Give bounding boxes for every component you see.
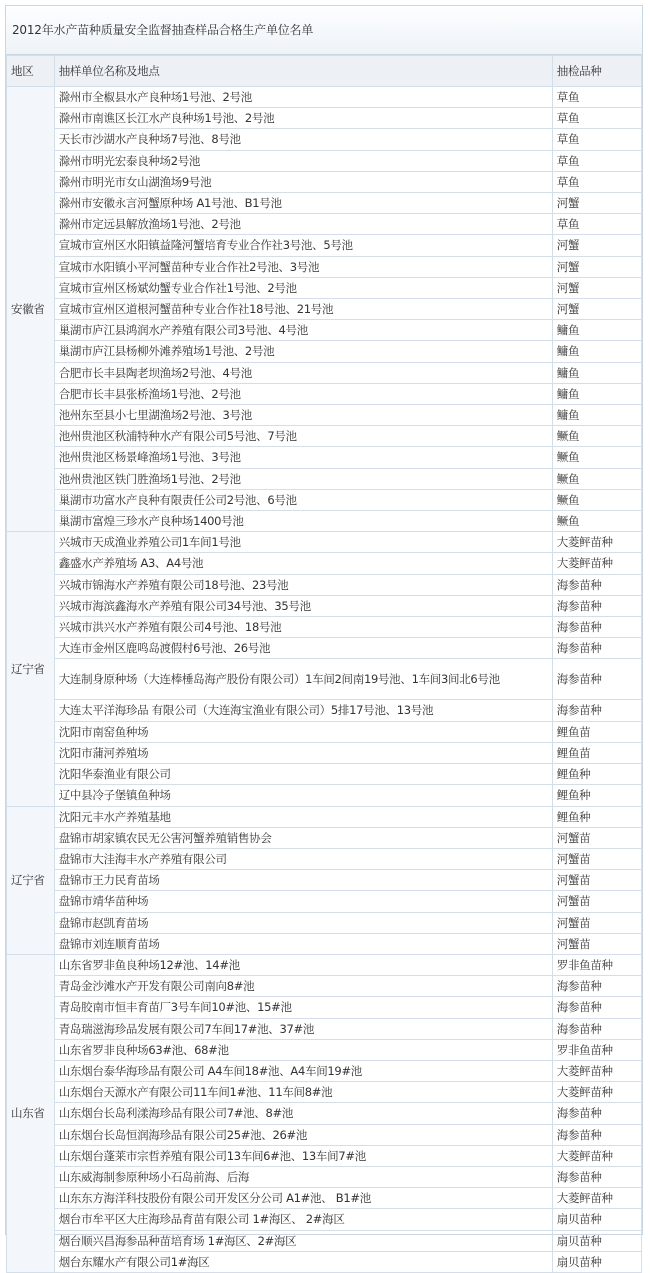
item-cell: 鳙鱼 bbox=[552, 405, 641, 426]
unit-cell: 巢湖市功富水产良种有限责任公司2号池、6号池 bbox=[54, 489, 552, 510]
table-row bbox=[7, 447, 642, 468]
table-row bbox=[7, 214, 642, 235]
item-cell: 鳜鱼 bbox=[552, 426, 641, 447]
unit-cell: 滁州市定远县解放渔场1号池、2号池 bbox=[54, 214, 552, 235]
item-cell: 鲤鱼种 bbox=[552, 764, 641, 785]
table-row bbox=[7, 764, 642, 785]
item-cell: 海参苗种 bbox=[552, 976, 641, 997]
table-row bbox=[7, 1018, 642, 1039]
unit-cell: 滁州市明光市女山湖渔场9号池 bbox=[54, 171, 552, 192]
unit-cell: 鑫盛水产养殖场 A3、A4号池 bbox=[54, 553, 552, 574]
item-cell: 海参苗种 bbox=[552, 1018, 641, 1039]
unit-cell: 天长市沙湖水产良种场7号池、8号池 bbox=[54, 129, 552, 150]
table-row bbox=[7, 193, 642, 214]
item-cell: 大菱鲆苗种 bbox=[552, 1060, 641, 1081]
table-row bbox=[7, 721, 642, 742]
header-item: 抽检品种 bbox=[552, 56, 641, 87]
unit-cell: 盘锦市赵凯育苗场 bbox=[54, 912, 552, 933]
item-cell: 鳜鱼 bbox=[552, 468, 641, 489]
unit-cell: 滁州市南谯区长江水产良种场1号池、2号池 bbox=[54, 108, 552, 129]
item-cell: 海参苗种 bbox=[552, 997, 641, 1018]
unit-cell: 山东烟台蓬莱市宗哲养殖有限公司13车间6#池、13车间7#池 bbox=[54, 1145, 552, 1166]
unit-cell: 山东烟台天源水产有限公司11车间1#池、11车间8#池 bbox=[54, 1082, 552, 1103]
table-row bbox=[7, 1166, 642, 1187]
item-cell: 鳜鱼 bbox=[552, 447, 641, 468]
unit-cell: 宣城市宣州区水阳镇益隆河蟹培育专业合作社3号池、5号池 bbox=[54, 235, 552, 256]
table-row bbox=[7, 700, 642, 721]
unit-cell: 池州贵池区杨景峰渔场1号池、3号池 bbox=[54, 447, 552, 468]
unit-cell: 合肥市长丰县陶老坝渔场2号池、4号池 bbox=[54, 362, 552, 383]
table-row bbox=[7, 150, 642, 171]
unit-cell: 烟台市牟平区大庄海珍品育苗有限公司 1#海区、 2#海区 bbox=[54, 1209, 552, 1230]
table-row bbox=[7, 341, 642, 362]
item-cell: 河蟹 bbox=[552, 235, 641, 256]
table-header-row bbox=[7, 56, 642, 87]
unit-cell: 巢湖市庐江县鸿润水产养殖有限公司3号池、4号池 bbox=[54, 320, 552, 341]
table-row bbox=[7, 511, 642, 532]
table-row bbox=[7, 638, 642, 659]
table-row bbox=[7, 742, 642, 763]
item-cell: 鳙鱼 bbox=[552, 341, 641, 362]
unit-cell: 盘锦市靖华苗种场 bbox=[54, 891, 552, 912]
item-cell: 河蟹苗 bbox=[552, 827, 641, 848]
table-row bbox=[7, 362, 642, 383]
table-body bbox=[7, 87, 642, 1273]
item-cell: 扇贝苗种 bbox=[552, 1251, 641, 1272]
item-cell: 河蟹 bbox=[552, 256, 641, 277]
unit-cell: 池州贵池区铁门胜渔场1号池、2号池 bbox=[54, 468, 552, 489]
item-cell: 海参苗种 bbox=[552, 638, 641, 659]
item-cell: 海参苗种 bbox=[552, 617, 641, 638]
unit-cell: 山东烟台泰华海珍品有限公司 A4车间18#池、A4车间19#池 bbox=[54, 1060, 552, 1081]
table-row bbox=[7, 383, 642, 404]
table-row bbox=[7, 976, 642, 997]
unit-cell: 山东东方海洋科技股份有限公司开发区分公司 A1#池、 B1#池 bbox=[54, 1188, 552, 1209]
table-row bbox=[7, 806, 642, 827]
unit-cell: 巢湖市富煌三珍水产良种场1400号池 bbox=[54, 511, 552, 532]
item-cell: 海参苗种 bbox=[552, 659, 641, 700]
table-row bbox=[7, 1124, 642, 1145]
item-cell: 罗非鱼苗种 bbox=[552, 1039, 641, 1060]
unit-cell: 沈阳市蒲河养殖场 bbox=[54, 742, 552, 763]
unit-cell: 烟台东耀水产有限公司1#海区 bbox=[54, 1251, 552, 1272]
region-cell: 山东省 bbox=[7, 954, 55, 1272]
unit-cell: 盘锦市刘连顺育苗场 bbox=[54, 933, 552, 954]
unit-cell: 巢湖市庐江县杨柳外滩养殖场1号池、2号池 bbox=[54, 341, 552, 362]
item-cell: 大菱鲆苗种 bbox=[552, 1188, 641, 1209]
unit-cell: 兴城市天成渔业养殖公司1车间1号池 bbox=[54, 532, 552, 553]
unit-cell: 兴城市洪兴水产养殖有限公司4号池、18号池 bbox=[54, 617, 552, 638]
item-cell: 河蟹苗 bbox=[552, 891, 641, 912]
table-row bbox=[7, 574, 642, 595]
unit-cell: 青岛瑞滋海珍品发展有限公司7车间17#池、37#池 bbox=[54, 1018, 552, 1039]
table-row bbox=[7, 426, 642, 447]
table-row bbox=[7, 553, 642, 574]
item-cell: 大菱鲆苗种 bbox=[552, 1082, 641, 1103]
unit-cell: 盘锦市王力民育苗场 bbox=[54, 870, 552, 891]
header-region: 地区 bbox=[7, 56, 55, 87]
unit-cell: 青岛金沙滩水产开发有限公司南向8#池 bbox=[54, 976, 552, 997]
table-row bbox=[7, 827, 642, 848]
item-cell: 鲤鱼苗 bbox=[552, 721, 641, 742]
item-cell: 河蟹 bbox=[552, 193, 641, 214]
item-cell: 鲤鱼种 bbox=[552, 785, 641, 806]
unit-cell: 滁州市全椒县水产良种场1号池、2号池 bbox=[54, 87, 552, 108]
qualified-units-table bbox=[6, 55, 642, 1273]
table-row bbox=[7, 532, 642, 553]
item-cell: 河蟹苗 bbox=[552, 912, 641, 933]
table-row bbox=[7, 1103, 642, 1124]
item-cell: 草鱼 bbox=[552, 87, 641, 108]
item-cell: 河蟹苗 bbox=[552, 870, 641, 891]
item-cell: 扇贝苗种 bbox=[552, 1230, 641, 1251]
table-row bbox=[7, 468, 642, 489]
item-cell: 河蟹苗 bbox=[552, 848, 641, 869]
table-row bbox=[7, 108, 642, 129]
item-cell: 扇贝苗种 bbox=[552, 1209, 641, 1230]
table-row bbox=[7, 1188, 642, 1209]
item-cell: 大菱鲆苗种 bbox=[552, 553, 641, 574]
item-cell: 河蟹 bbox=[552, 299, 641, 320]
item-cell: 海参苗种 bbox=[552, 574, 641, 595]
item-cell: 草鱼 bbox=[552, 108, 641, 129]
unit-cell: 山东省罗非鱼良种场12#池、14#池 bbox=[54, 954, 552, 975]
table-row bbox=[7, 235, 642, 256]
table-row bbox=[7, 1039, 642, 1060]
item-cell: 海参苗种 bbox=[552, 1124, 641, 1145]
unit-cell: 盘锦市胡家镇农民无公害河蟹养殖销售协会 bbox=[54, 827, 552, 848]
table-row bbox=[7, 129, 642, 150]
region-cell: 安徽省 bbox=[7, 87, 55, 532]
item-cell: 海参苗种 bbox=[552, 1103, 641, 1124]
table-row bbox=[7, 277, 642, 298]
item-cell: 大菱鲆苗种 bbox=[552, 1145, 641, 1166]
unit-cell: 大连制身原种场（大连棒棰岛海产股份有限公司）1车间2间南19号池、1车间3间北6号池 bbox=[54, 659, 552, 700]
list-sheet bbox=[5, 5, 643, 1269]
item-cell: 河蟹 bbox=[552, 277, 641, 298]
item-cell: 罗非鱼苗种 bbox=[552, 954, 641, 975]
table-row bbox=[7, 785, 642, 806]
table-row bbox=[7, 1060, 642, 1081]
region-cell: 辽宁省 bbox=[7, 532, 55, 806]
item-cell: 鲤鱼苗 bbox=[552, 742, 641, 763]
item-cell: 大菱鲆苗种 bbox=[552, 532, 641, 553]
table-row bbox=[7, 1082, 642, 1103]
unit-cell: 大连市金州区鹿鸣岛渡假村6号池、26号池 bbox=[54, 638, 552, 659]
item-cell: 草鱼 bbox=[552, 171, 641, 192]
item-cell: 鳙鱼 bbox=[552, 320, 641, 341]
table-row bbox=[7, 405, 642, 426]
item-cell: 河蟹苗 bbox=[552, 933, 641, 954]
table-row bbox=[7, 320, 642, 341]
table-row bbox=[7, 171, 642, 192]
table-row bbox=[7, 659, 642, 700]
unit-cell: 大连太平洋海珍品 有限公司（大连海宝渔业有限公司）5排17号池、13号池 bbox=[54, 700, 552, 721]
item-cell: 鳙鱼 bbox=[552, 362, 641, 383]
table-row bbox=[7, 1145, 642, 1166]
table-row bbox=[7, 997, 642, 1018]
table-row bbox=[7, 1251, 642, 1272]
table-row bbox=[7, 299, 642, 320]
item-cell: 鲤鱼种 bbox=[552, 806, 641, 827]
table-row bbox=[7, 891, 642, 912]
item-cell: 鳙鱼 bbox=[552, 383, 641, 404]
unit-cell: 烟台顺兴昌海参品种苗培育场 1#海区、2#海区 bbox=[54, 1230, 552, 1251]
item-cell: 海参苗种 bbox=[552, 595, 641, 616]
item-cell: 草鱼 bbox=[552, 129, 641, 150]
unit-cell: 兴城市锦海水产养殖有限公司18号池、23号池 bbox=[54, 574, 552, 595]
unit-cell: 滁州市明光宏泰良种场2号池 bbox=[54, 150, 552, 171]
item-cell: 海参苗种 bbox=[552, 1166, 641, 1187]
unit-cell: 青岛胶南市恒丰育苗厂3号车间10#池、15#池 bbox=[54, 997, 552, 1018]
unit-cell: 滁州市安徽永言河蟹原种场 A1号池、B1号池 bbox=[54, 193, 552, 214]
region-cell: 辽宁省 bbox=[7, 806, 55, 954]
unit-cell: 山东烟台长岛利漾海珍品有限公司7#池、8#池 bbox=[54, 1103, 552, 1124]
unit-cell: 山东烟台长岛恒润海珍品有限公司25#池、26#池 bbox=[54, 1124, 552, 1145]
unit-cell: 宣城市宣州区杨斌幼蟹专业合作社1号池、2号池 bbox=[54, 277, 552, 298]
table-row bbox=[7, 617, 642, 638]
item-cell: 草鱼 bbox=[552, 214, 641, 235]
table-row bbox=[7, 870, 642, 891]
table-row bbox=[7, 954, 642, 975]
unit-cell: 兴城市海滨鑫海水产养殖有限公司34号池、35号池 bbox=[54, 595, 552, 616]
unit-cell: 山东省罗非良种场63#池、68#池 bbox=[54, 1039, 552, 1060]
table-row bbox=[7, 1230, 642, 1251]
item-cell: 海参苗种 bbox=[552, 700, 641, 721]
unit-cell: 山东威海制参原种场小石岛前海、后海 bbox=[54, 1166, 552, 1187]
table-row bbox=[7, 256, 642, 277]
unit-cell: 宣城市水阳镇小平河蟹苗种专业合作社2号池、3号池 bbox=[54, 256, 552, 277]
unit-cell: 沈阳市南窑鱼种场 bbox=[54, 721, 552, 742]
unit-cell: 合肥市长丰县张桥渔场1号池、2号池 bbox=[54, 383, 552, 404]
table-row bbox=[7, 912, 642, 933]
unit-cell: 池州贵池区秋浦特种水产有限公司5号池、7号池 bbox=[54, 426, 552, 447]
table-row bbox=[7, 595, 642, 616]
unit-cell: 沈阳华泰渔业有限公司 bbox=[54, 764, 552, 785]
table-row bbox=[7, 933, 642, 954]
unit-cell: 沈阳元丰水产养殖基地 bbox=[54, 806, 552, 827]
table-row bbox=[7, 1209, 642, 1230]
table-row bbox=[7, 848, 642, 869]
table-row bbox=[7, 87, 642, 108]
item-cell: 鳜鱼 bbox=[552, 511, 641, 532]
unit-cell: 宣城市宣州区道根河蟹苗种专业合作社18号池、21号池 bbox=[54, 299, 552, 320]
item-cell: 鳜鱼 bbox=[552, 489, 641, 510]
table-row bbox=[7, 489, 642, 510]
header-unit: 抽样单位名称及地点 bbox=[54, 56, 552, 87]
unit-cell: 辽中县冷子堡镇鱼种场 bbox=[54, 785, 552, 806]
page-title: 2012年水产苗种质量安全监督抽查样品合格生产单位名单 bbox=[6, 6, 642, 55]
item-cell: 草鱼 bbox=[552, 150, 641, 171]
unit-cell: 盘锦市大洼海丰水产养殖有限公司 bbox=[54, 848, 552, 869]
unit-cell: 池州东至县小七里湖渔场2号池、3号池 bbox=[54, 405, 552, 426]
